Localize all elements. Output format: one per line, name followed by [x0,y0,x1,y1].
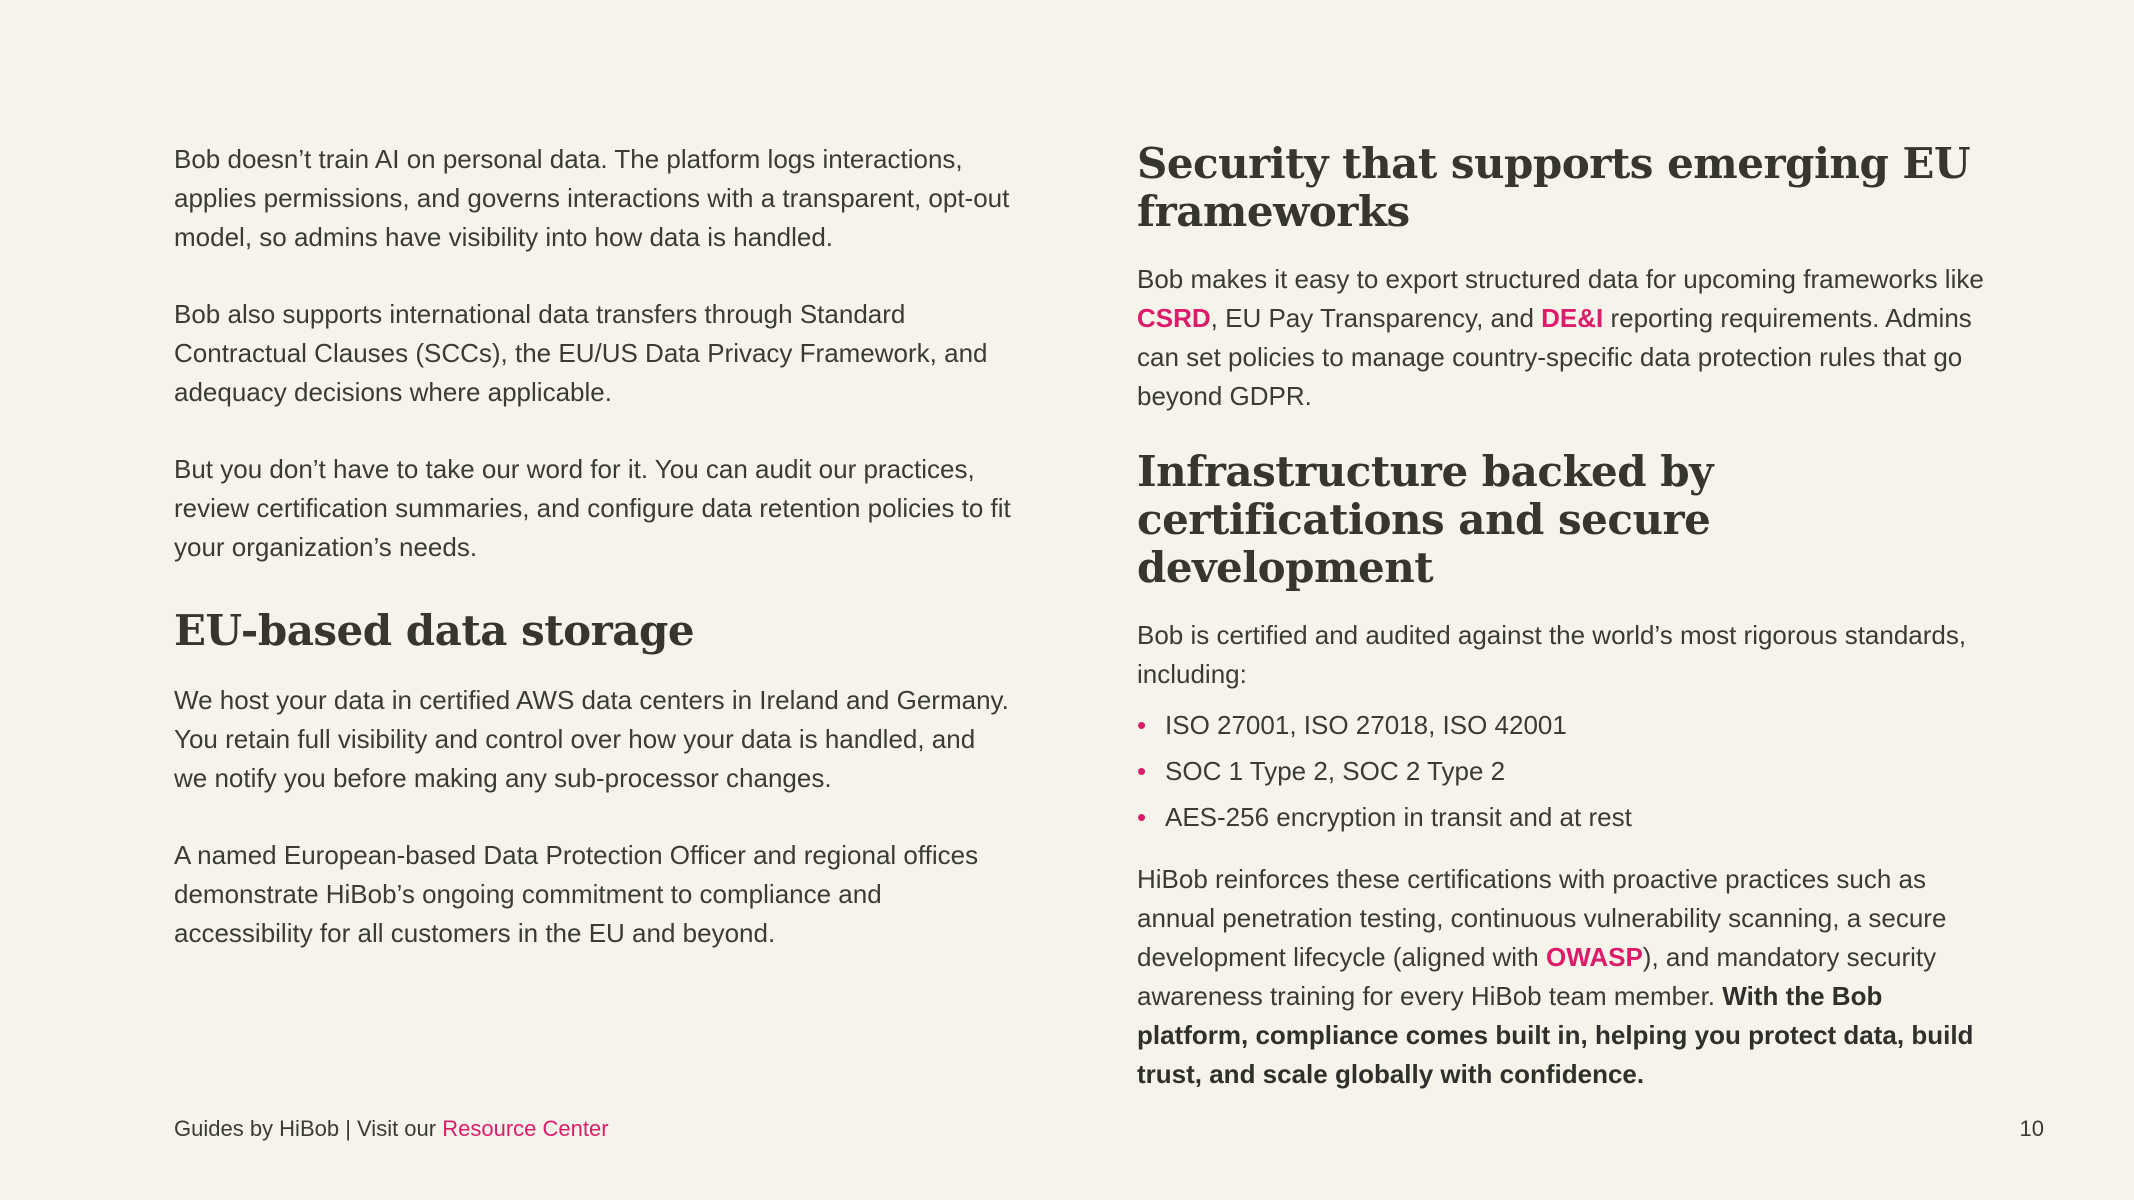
ai-training-paragraph: Bob doesn’t train AI on personal data. The platform logs interactions, applies permissions, and governs interactions with a transparent, opt-out model, so admins have visibility into how data is handled. [174,144,1010,252]
security-frameworks-paragraph [1137,260,1987,416]
list-item [1137,702,1987,748]
resource-center-link[interactable]: Resource Center [442,1116,609,1141]
list-item-text: SOC 1 Type 2, SOC 2 Type 2 [1165,756,1506,786]
closing-statement: With the Bob platform, compliance comes built in, helping you protect data, build trust, and scale globally with confidence. [1137,981,1974,1089]
security-text-1: Bob makes it easy to export structured data for upcoming frameworks like [1137,264,1984,294]
audit-paragraph: But you don’t have to take our word for it. You can audit our practices, review certification summaries, and configure data retention policies to fit your organization’s needs. [174,454,1011,562]
page-number: 10 [2019,1116,2044,1141]
infrastructure-heading: Infrastructure backed by certifications and secure development [1137,447,1714,592]
bullet-icon: • [1137,710,1147,740]
security-text-3: reporting requirements. Admins can set policies to manage country-specific data protection rules that go beyond GDPR. [1137,303,1972,411]
practices-text-2: ), and mandatory security awareness training for every HiBob team member. [1137,942,1937,1011]
footer [174,1114,609,1144]
csrd-link[interactable]: CSRD [1137,303,1211,333]
right-column [1137,140,1987,1094]
data-transfers-paragraph: Bob also supports international data transfers through Standard Contractual Clauses (SCCs), the EU/US Data Privacy Framework, and adequacy decisions where applicable. [174,299,988,407]
eu-storage-heading: EU-based data storage [174,606,695,655]
dei-link[interactable]: DE&I [1541,303,1604,333]
practices-paragraph [1137,860,1987,1094]
list-item [1137,748,1987,794]
bullet-icon: • [1137,756,1147,786]
list-item [1137,794,1987,840]
certifications-list [1137,702,1987,840]
left-column [174,140,1014,953]
dpo-paragraph: A named European-based Data Protection Officer and regional offices demonstrate HiBob’s ongoing commitment to compliance and accessibility for all customers in the EU and beyond. [174,840,979,948]
footer-text: Guides by HiBob | Visit our [174,1116,443,1141]
owasp-link[interactable]: OWASP [1546,942,1643,972]
practices-text-1: HiBob reinforces these certifications with proactive practices such as annual penetration testing, continuous vulnerability scanning, a secure development lifecycle (aligned with [1137,864,1947,972]
certifications-intro: Bob is certified and audited against the world’s most rigorous standards, including: [1137,620,1967,689]
security-text-2: , EU Pay Transparency, and [1210,303,1542,333]
security-frameworks-heading: Security that supports emerging EU frameworks [1137,139,1971,236]
bullet-icon: • [1137,802,1147,832]
list-item-text: ISO 27001, ISO 27018, ISO 42001 [1165,710,1567,740]
aws-hosting-paragraph: We host your data in certified AWS data centers in Ireland and Germany. You retain full visibility and control over how your data is handled, and we notify you before making any sub-processor changes. [174,685,1009,793]
list-item-text: AES-256 encryption in transit and at rest [1165,802,1632,832]
